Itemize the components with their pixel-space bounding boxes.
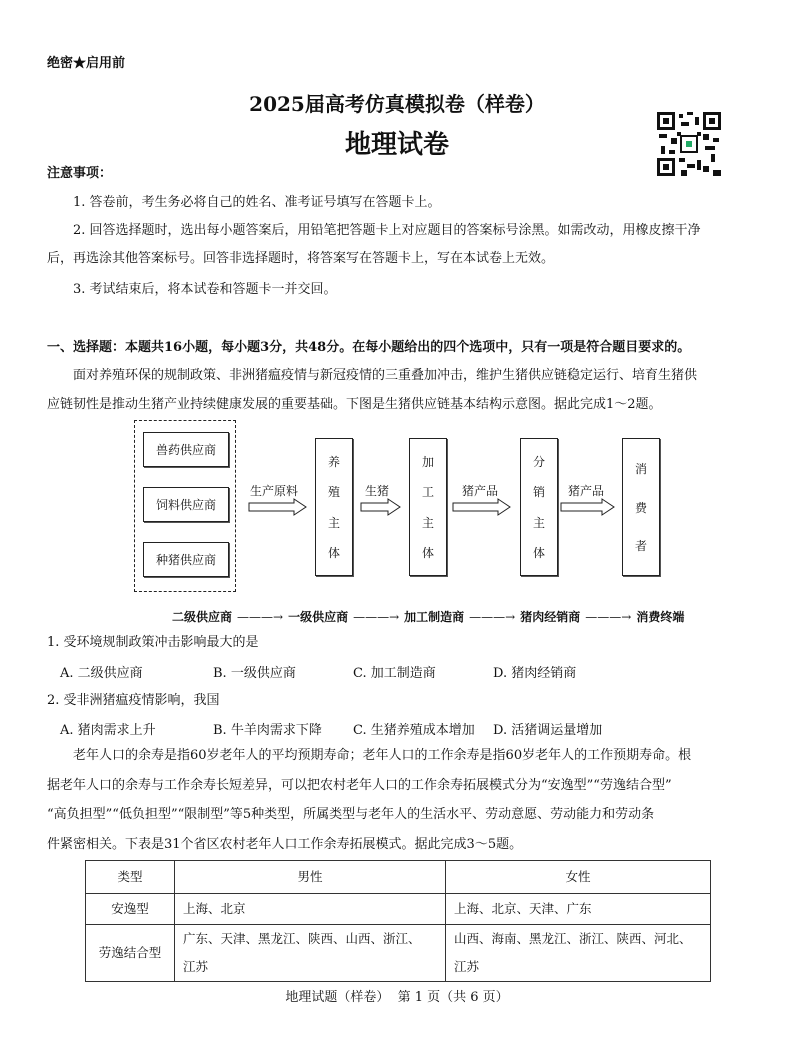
option-c[interactable]: C. 生猪养殖成本增加 xyxy=(353,723,475,738)
arrow-right-icon: ———→ xyxy=(469,609,516,624)
table-row xyxy=(86,894,711,925)
chain-item: 一级供应商 xyxy=(288,610,349,624)
chain-item: 猪肉经销商 xyxy=(520,610,581,624)
arrow-label: 猪产品 xyxy=(462,484,499,498)
supply-chain-row xyxy=(172,608,684,625)
header-cell: 类型 xyxy=(86,861,175,894)
supplier-box: 饲料供应商 xyxy=(143,487,229,522)
passage-line: 老年人口的余寿是指60岁老年人的平均预期寿命；老年人口的工作余寿是指60岁老年人的工作预期寿命。根 xyxy=(73,748,692,763)
question-stem: 2. 受非洲猪瘟疫情影响，我国 xyxy=(47,693,220,708)
work-life-table xyxy=(85,860,711,982)
box-char: 主 xyxy=(421,515,434,530)
arrow-label: 生猪 xyxy=(365,484,390,498)
type-cell: 劳逸结合型 xyxy=(86,925,175,982)
flow-arrow-icon xyxy=(360,498,402,516)
male-cell xyxy=(175,925,446,982)
processing-entity-box xyxy=(409,438,447,576)
box-char: 体 xyxy=(421,546,434,561)
box-char: 销 xyxy=(532,485,545,500)
confidential-label: 绝密★启用前 xyxy=(47,56,126,71)
notice-item: 2. 回答选择题时，选出每小题答案后，用铅笔把答题卡上对应题目的答案标号涂黑。如需改动，用橡皮擦干净 xyxy=(73,223,701,238)
arrow-label: 生产原料 xyxy=(250,484,299,498)
arrow-right-icon: ———→ xyxy=(237,609,284,624)
header-cell: 女性 xyxy=(446,861,711,894)
notice-item: 3. 考试结束后，将本试卷和答题卡一并交回。 xyxy=(73,282,337,297)
chain-item: 二级供应商 xyxy=(172,610,233,624)
cell-line: 广东、天津、黑龙江、陕西、山西、浙江、 xyxy=(183,931,421,946)
question-stem: 1. 受环境规制政策冲击影响最大的是 xyxy=(47,635,259,650)
box-char: 消 xyxy=(634,462,647,477)
arrow-label: 猪产品 xyxy=(568,484,605,498)
cell-line: 山西、海南、黑龙江、浙江、陕西、河北、 xyxy=(454,931,692,946)
female-cell xyxy=(446,925,711,982)
box-char: 体 xyxy=(532,546,545,561)
passage-line: 据老年人口的余寿与工作余寿长短差异，可以把农村老年人口的工作余寿拓展模式分为“安逸型”“劳逸结合型” xyxy=(47,778,672,793)
option-a[interactable]: A. 猪肉需求上升 xyxy=(60,723,156,738)
box-char: 加 xyxy=(421,454,434,469)
chain-item: 加工制造商 xyxy=(404,610,465,624)
consumer-box xyxy=(622,438,660,576)
notice-item: 1. 答卷前，考生务必将自己的姓名、准考证号填写在答题卡上。 xyxy=(73,195,441,210)
flow-arrow-icon xyxy=(452,498,512,516)
arrow-right-icon: ———→ xyxy=(585,609,632,624)
table-row xyxy=(86,925,711,982)
supplier-box: 兽药供应商 xyxy=(143,432,229,467)
box-char: 主 xyxy=(327,515,340,530)
passage-line: 面对养殖环保的规制政策、非洲猪瘟疫情与新冠疫情的三重叠加冲击，维护生猪供应链稳定运行、培育生猪供 xyxy=(73,368,698,383)
distribution-entity-box xyxy=(520,438,558,576)
box-char: 者 xyxy=(634,538,647,553)
cell-line: 江苏 xyxy=(454,959,480,974)
arrow-right-icon: ———→ xyxy=(353,609,400,624)
passage-line: 应链韧性是推动生猪产业持续健康发展的重要基础。下图是生猪供应链基本结构示意图。据此完成1～2题。 xyxy=(47,397,662,412)
box-char: 工 xyxy=(421,485,434,500)
option-b[interactable]: B. 一级供应商 xyxy=(213,666,296,681)
flow-arrow-icon xyxy=(248,498,308,516)
option-d[interactable]: D. 活猪调运量增加 xyxy=(493,723,603,738)
header-cell: 男性 xyxy=(175,861,446,894)
option-d[interactable]: D. 猪肉经销商 xyxy=(493,666,577,681)
passage-line: 件紧密相关。下表是31个省区农村老年人口工作余寿拓展模式。据此完成3～5题。 xyxy=(47,837,523,852)
cell-line: 江苏 xyxy=(183,959,209,974)
option-a[interactable]: A. 二级供应商 xyxy=(60,666,143,681)
table-header-row xyxy=(86,861,711,894)
notice-item: 后，再选涂其他答案标号。回答非选择题时，将答案写在答题卡上，写在本试卷上无效。 xyxy=(47,251,555,266)
box-char: 费 xyxy=(634,500,647,515)
exam-title: 2025届高考仿真模拟卷（样卷） xyxy=(249,92,545,116)
chain-item: 消费终端 xyxy=(636,610,685,624)
section-heading: 一、选择题：本题共16小题，每小题3分，共48分。在每小题给出的四个选项中，只有一项是符合题目要求的。 xyxy=(47,340,691,355)
box-char: 分 xyxy=(532,454,545,469)
option-c[interactable]: C. 加工制造商 xyxy=(353,666,436,681)
box-char: 养 xyxy=(327,454,340,469)
type-cell: 安逸型 xyxy=(86,894,175,925)
page-footer: 地理试题（样卷） 第 1 页（共 6 页） xyxy=(285,990,509,1005)
notice-heading: 注意事项： xyxy=(47,166,113,181)
box-char: 殖 xyxy=(327,485,340,500)
breeding-entity-box xyxy=(315,438,353,576)
option-b[interactable]: B. 牛羊肉需求下降 xyxy=(213,723,322,738)
female-cell: 上海、北京、天津、广东 xyxy=(446,894,711,925)
passage-line: “高负担型”“低负担型”“限制型”等5种类型，所属类型与老年人的生活水平、劳动意愿、劳动能力和劳动条 xyxy=(47,807,655,822)
supplier-box: 种猪供应商 xyxy=(143,542,229,577)
box-char: 主 xyxy=(532,515,545,530)
male-cell: 上海、北京 xyxy=(175,894,446,925)
subject-title: 地理试卷 xyxy=(344,130,449,160)
flow-arrow-icon xyxy=(560,498,616,516)
box-char: 体 xyxy=(327,546,340,561)
